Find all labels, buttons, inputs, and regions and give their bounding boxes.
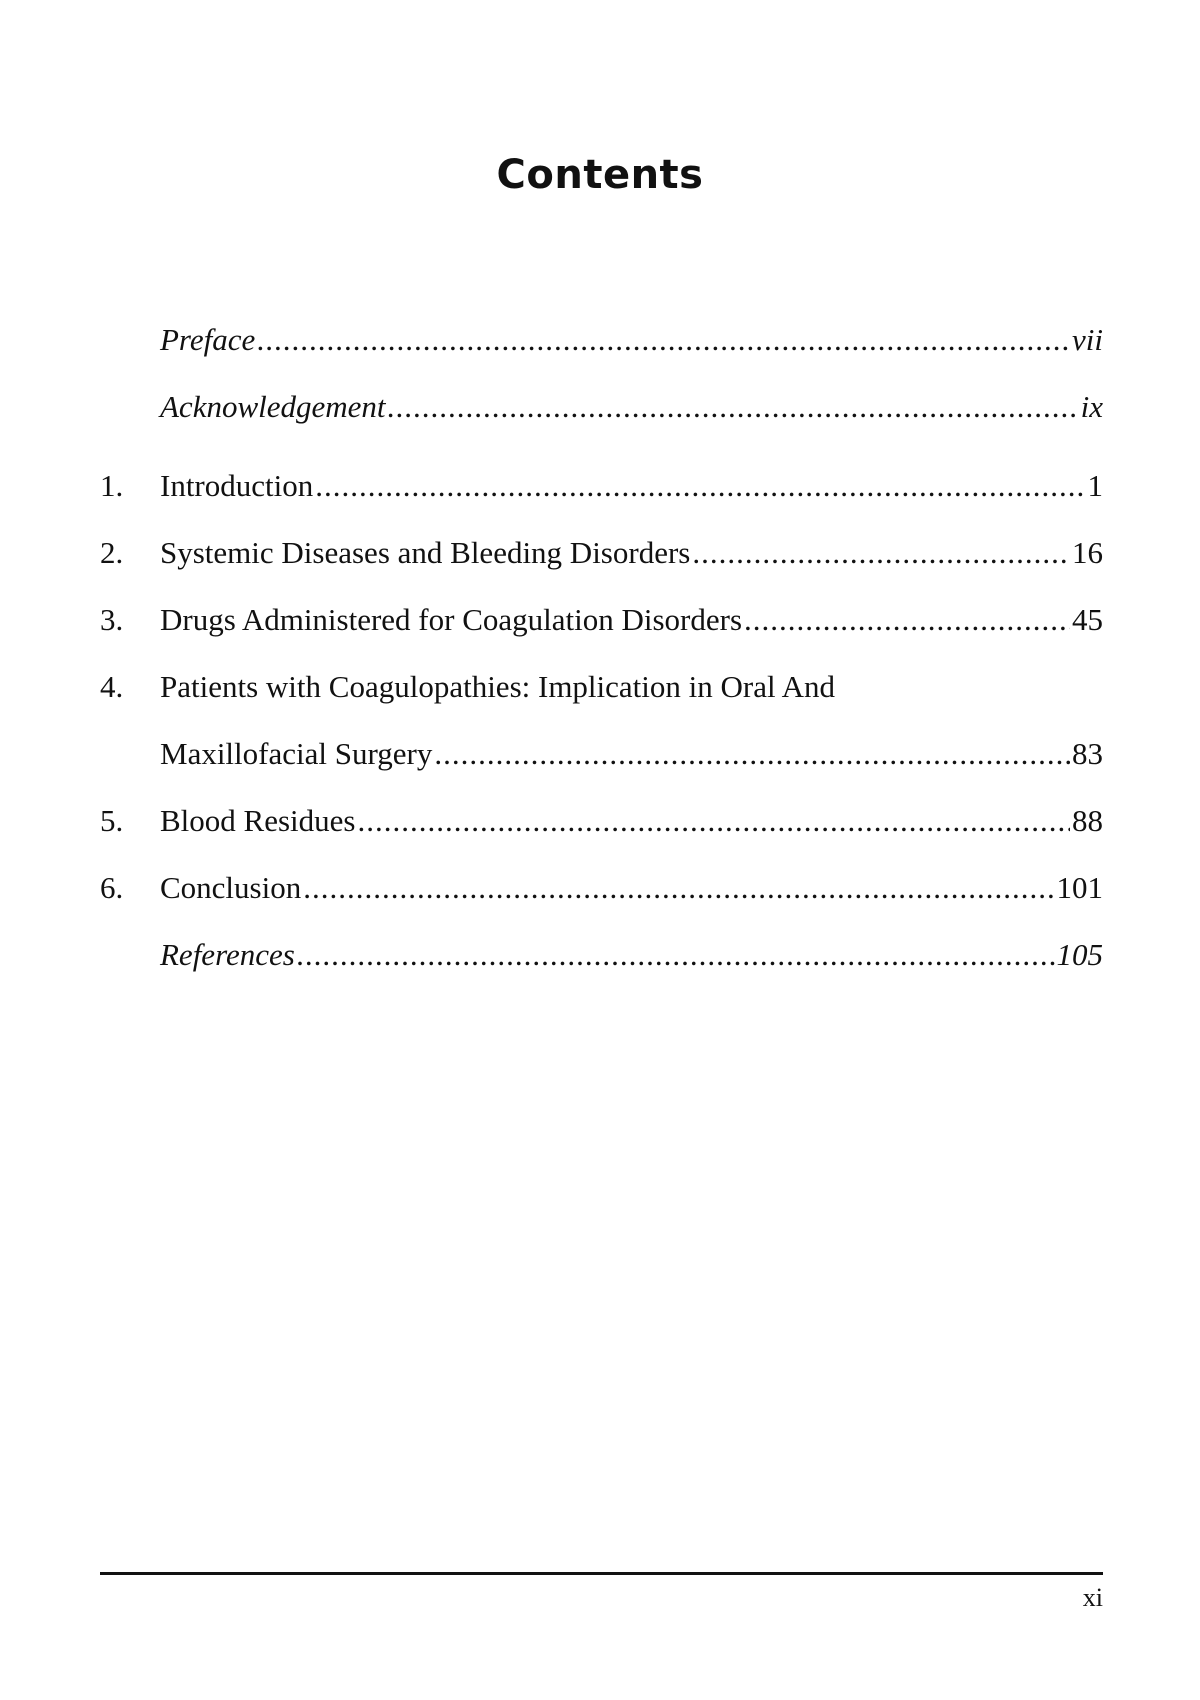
toc-entry-page: 101 (1056, 870, 1103, 905)
page-title: Contents (496, 152, 704, 198)
toc-entry-introduction[interactable] (100, 466, 1103, 533)
toc-dot-leader (257, 320, 1070, 360)
toc-entry-title: Blood Residues (160, 803, 356, 838)
toc-entry-page: 88 (1072, 803, 1103, 838)
toc-entry-number: 6. (100, 870, 124, 905)
toc-dot-leader (315, 466, 1085, 506)
toc-entry-page: ix (1080, 389, 1103, 424)
toc-entry-title: Patients with Coagulopathies: Implication in Oral And (160, 669, 836, 704)
toc-entry-number: 2. (100, 535, 124, 570)
toc-entry-drugs[interactable] (100, 600, 1103, 667)
toc-entry-acknowledgement[interactable] (100, 387, 1103, 454)
toc-entry-preface[interactable] (100, 320, 1103, 387)
toc-dot-leader (303, 868, 1054, 908)
toc-entry-coagulopathies-line2[interactable] (100, 734, 1103, 801)
toc-entry-references[interactable] (100, 935, 1103, 1002)
toc-entry-page: vii (1072, 322, 1103, 357)
footer-page-number: xi (1082, 1583, 1103, 1612)
toc-entry-number: 1. (100, 468, 124, 503)
toc-entry-systemic-diseases[interactable] (100, 533, 1103, 600)
toc-entry-page: 45 (1072, 602, 1103, 637)
toc-entry-number: 5. (100, 803, 124, 838)
toc-dot-leader (692, 533, 1070, 573)
toc-entry-number: 4. (100, 669, 124, 704)
toc-dot-leader (434, 734, 1070, 774)
table-of-contents (100, 320, 1103, 1002)
toc-entry-number: 3. (100, 602, 124, 637)
toc-entry-conclusion[interactable] (100, 868, 1103, 935)
toc-dot-leader (297, 935, 1055, 975)
toc-entry-page: 105 (1056, 937, 1103, 972)
toc-dot-leader (744, 600, 1070, 640)
toc-entry-title: Introduction (160, 468, 314, 503)
toc-entry-page: 83 (1072, 736, 1103, 771)
toc-entry-page: 16 (1072, 535, 1103, 570)
toc-entry-title: Maxillofacial Surgery (160, 736, 433, 771)
toc-entry-blood-residues[interactable] (100, 801, 1103, 868)
toc-dot-leader (388, 387, 1079, 427)
toc-entry-coagulopathies-line1[interactable] (100, 667, 1103, 734)
toc-entry-title: Conclusion (160, 870, 302, 905)
toc-entry-page: 1 (1087, 468, 1103, 503)
toc-entry-title: Systemic Diseases and Bleeding Disorders (160, 535, 691, 570)
toc-entry-title: Acknowledgement (160, 389, 386, 424)
toc-entry-title: Drugs Administered for Coagulation Disorders (160, 602, 743, 637)
toc-entry-title: Preface (160, 322, 256, 357)
toc-entry-title: References (160, 937, 295, 972)
footer-rule (100, 1572, 1103, 1575)
toc-dot-leader (357, 801, 1070, 841)
